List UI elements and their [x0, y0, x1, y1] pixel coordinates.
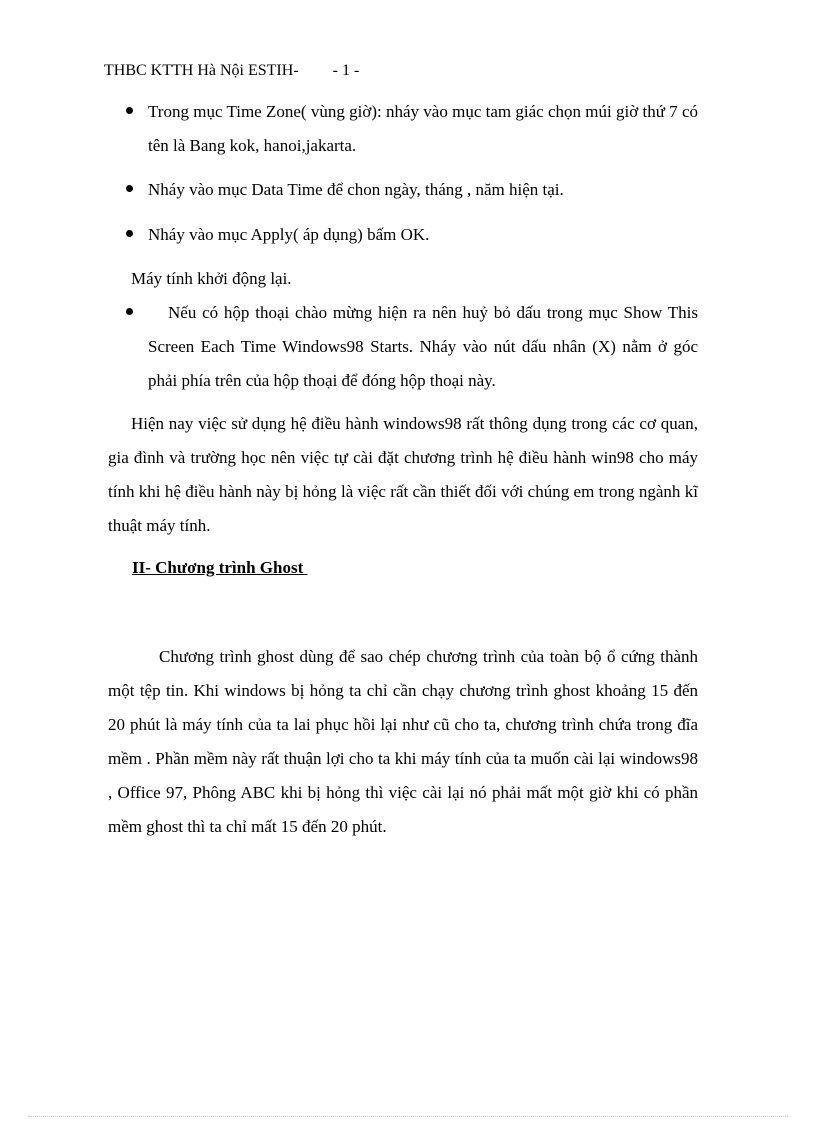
page-bottom-divider: [28, 1116, 788, 1117]
page-header: [104, 62, 359, 80]
bullet-text: Nháy vào mục Apply( áp dụng) bấm OK.: [148, 225, 430, 244]
bullet-dot-icon: [126, 308, 133, 315]
bullet-dot-icon: [126, 107, 133, 114]
bullet-dot-icon: [126, 185, 133, 192]
bullet-item-time-zone: [126, 95, 698, 163]
restart-line: Máy tính khởi động lại.: [131, 269, 292, 288]
bullet-item-date-time: [126, 173, 698, 207]
paragraph-ghost: Chương trình ghost dùng để sao chép chương trình của toàn bộ ổ cứng thành một tệp tin. Khi windows bị hỏng ta chỉ cần chạy chương trình ghost khoảng 15 đến 20 phút là máy tính của ta lai phục hồi lại như cũ cho ta, chương trình chứa trong đĩa mềm . Phần mềm này rất thuận lợi cho ta khi máy tính của ta muốn cài lại windows98 , Office 97, Phông ABC khi bị hỏng thì việc cài lại nó phải mất một giờ khi có phần mềm ghost thì ta chỉ mất 15 đến 20 phút.: [108, 647, 698, 836]
bullet-dot-icon: [126, 230, 133, 237]
page-number: - 1 -: [332, 62, 360, 79]
bullet-text: Nháy vào mục Data Time để chon ngày, tháng , năm hiện tại.: [148, 180, 564, 199]
bullet-text: Nếu có hộp thoại chào mừng hiện ra nên huỷ bỏ dấu trong mục Show This Screen Each Time Windows98 Starts. Nháy vào nút dấu nhân (X) nằm ở góc phải phía trên của hộp thoại để đóng hộp thoại này.: [148, 303, 698, 390]
bullet-item-dialog: [126, 296, 698, 398]
bullet-item-apply: [126, 218, 698, 252]
section-heading: II- Chương trình Ghost: [132, 558, 308, 577]
header-title: THBC KTTH Hà Nội ESTIH-: [104, 62, 299, 79]
paragraph-windows98: Hiện nay việc sử dụng hệ điều hành windows98 rất thông dụng trong các cơ quan, gia đình và trường học nên việc tự cài đặt chương trình hệ điều hành win98 cho máy tính khi hệ điều hành này bị hỏng là việc rất cần thiết đối với chúng em trong ngành kĩ thuật máy tính.: [108, 414, 698, 535]
bullet-text: Trong mục Time Zone( vùng giờ): nháy vào mục tam giác chọn múi giờ thứ 7 có tên là Bang kok, hanoi,jakarta.: [148, 102, 698, 155]
